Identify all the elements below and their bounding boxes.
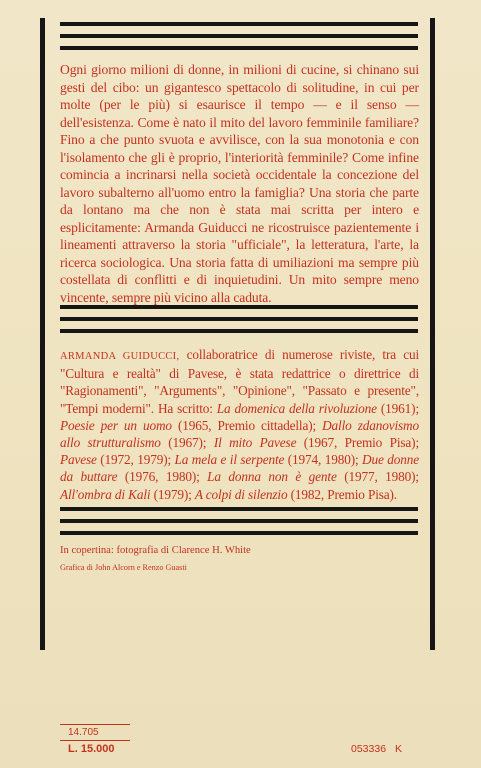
work-note: (1982, Premio Pisa). <box>287 486 397 502</box>
catalog-code: 14.705 <box>68 727 99 738</box>
middle-rule-2 <box>60 317 418 321</box>
work-note: (1974, 1980); <box>284 452 363 468</box>
isbn-code: 053336 K <box>351 743 402 755</box>
work-title: Poesie per un uomo <box>60 417 172 433</box>
work-title: All'ombra di Kali <box>60 486 151 502</box>
code-rule-middle <box>60 740 130 741</box>
work-title: Due donne da buttare <box>60 452 419 485</box>
bottom-rule-1 <box>60 507 418 511</box>
top-rule-1 <box>60 22 418 26</box>
work-title: La donna non è gente <box>207 469 337 485</box>
bottom-rule-2 <box>60 519 418 523</box>
work-title: La mela e il serpente <box>174 452 285 468</box>
work-title: A colpi di silenzio <box>194 486 288 502</box>
price: L. 15.000 <box>68 743 115 755</box>
author-bio <box>60 346 419 503</box>
bottom-rule-3 <box>60 531 418 535</box>
work-title: La domenica della rivoluzione <box>216 400 377 416</box>
author-name: ARMANDA GUIDUCCI, <box>60 351 180 362</box>
top-rule-2 <box>60 34 418 38</box>
cover-credit: In copertina: fotografia di Clarence H. White <box>60 545 251 556</box>
blurb-text: Ogni giorno milioni di donne, in milioni di cucine, si chinano sui gesti del cibo: un gigantesco spettacolo di solitudine, in cui per molte (per le più) si esaurisce il tempo — e il senso — dell'esistenza. Come è nato il mito del lavoro femminile familiare? Fino a che punto svuota e avvilisce, con la sua monotonia e con l'isolamento che gli è proprio, l'interiorità femminile? Come infine comincia a incrinarsi nella società occidentale la concezione del lavoro subalterno all'uomo entro la famiglia? Una storia che parte da lontano ma che non è stata mai scritta per intero e esplicitamente: Armanda Guiducci ne ricostruisce pazientemente i lineamenti attraverso la storia "ufficiale", la letteratura, l'arte, la ricerca sociologica. Una storia fatta di umiliazioni ma sempre più costellata di conflitti e di inquietudini. Un mito sempre meno vincente, sempre più vicino alla caduta. <box>60 62 419 305</box>
middle-rule-3 <box>60 329 418 333</box>
work-note: (1965, Premio cittadella); <box>171 417 323 433</box>
work-title: Dallo zdanovismo allo strutturalismo <box>60 417 419 451</box>
bio-intro: collaboratrice di numerose riviste, tra cui "Cultura e realtà" di Pavese, è stata redattrice o direttrice di "Ragionamenti", "Arguments", "Opinione", "Passato e presente", "Tempi moderni". Ha scritto: <box>60 347 419 416</box>
work-title: Il mito Pavese <box>213 435 297 451</box>
work-note: (1976, 1980); <box>117 469 208 485</box>
work-note: (1967); <box>160 435 214 451</box>
work-note: (1972, 1979); <box>96 452 175 468</box>
left-vertical-bar <box>40 18 45 650</box>
top-rule-3 <box>60 46 418 50</box>
middle-rule-1 <box>60 305 418 309</box>
work-note: (1967, Premio Pisa); <box>296 435 420 451</box>
work-title: Pavese <box>60 452 97 468</box>
work-note: (1961); <box>376 400 419 416</box>
work-note: (1979); <box>150 486 195 502</box>
design-credit: Grafica di John Alcorn e Renzo Guasti <box>60 563 187 572</box>
right-vertical-bar <box>430 18 435 650</box>
work-note: (1977, 1980); <box>336 469 419 485</box>
code-rule-top <box>60 724 130 725</box>
